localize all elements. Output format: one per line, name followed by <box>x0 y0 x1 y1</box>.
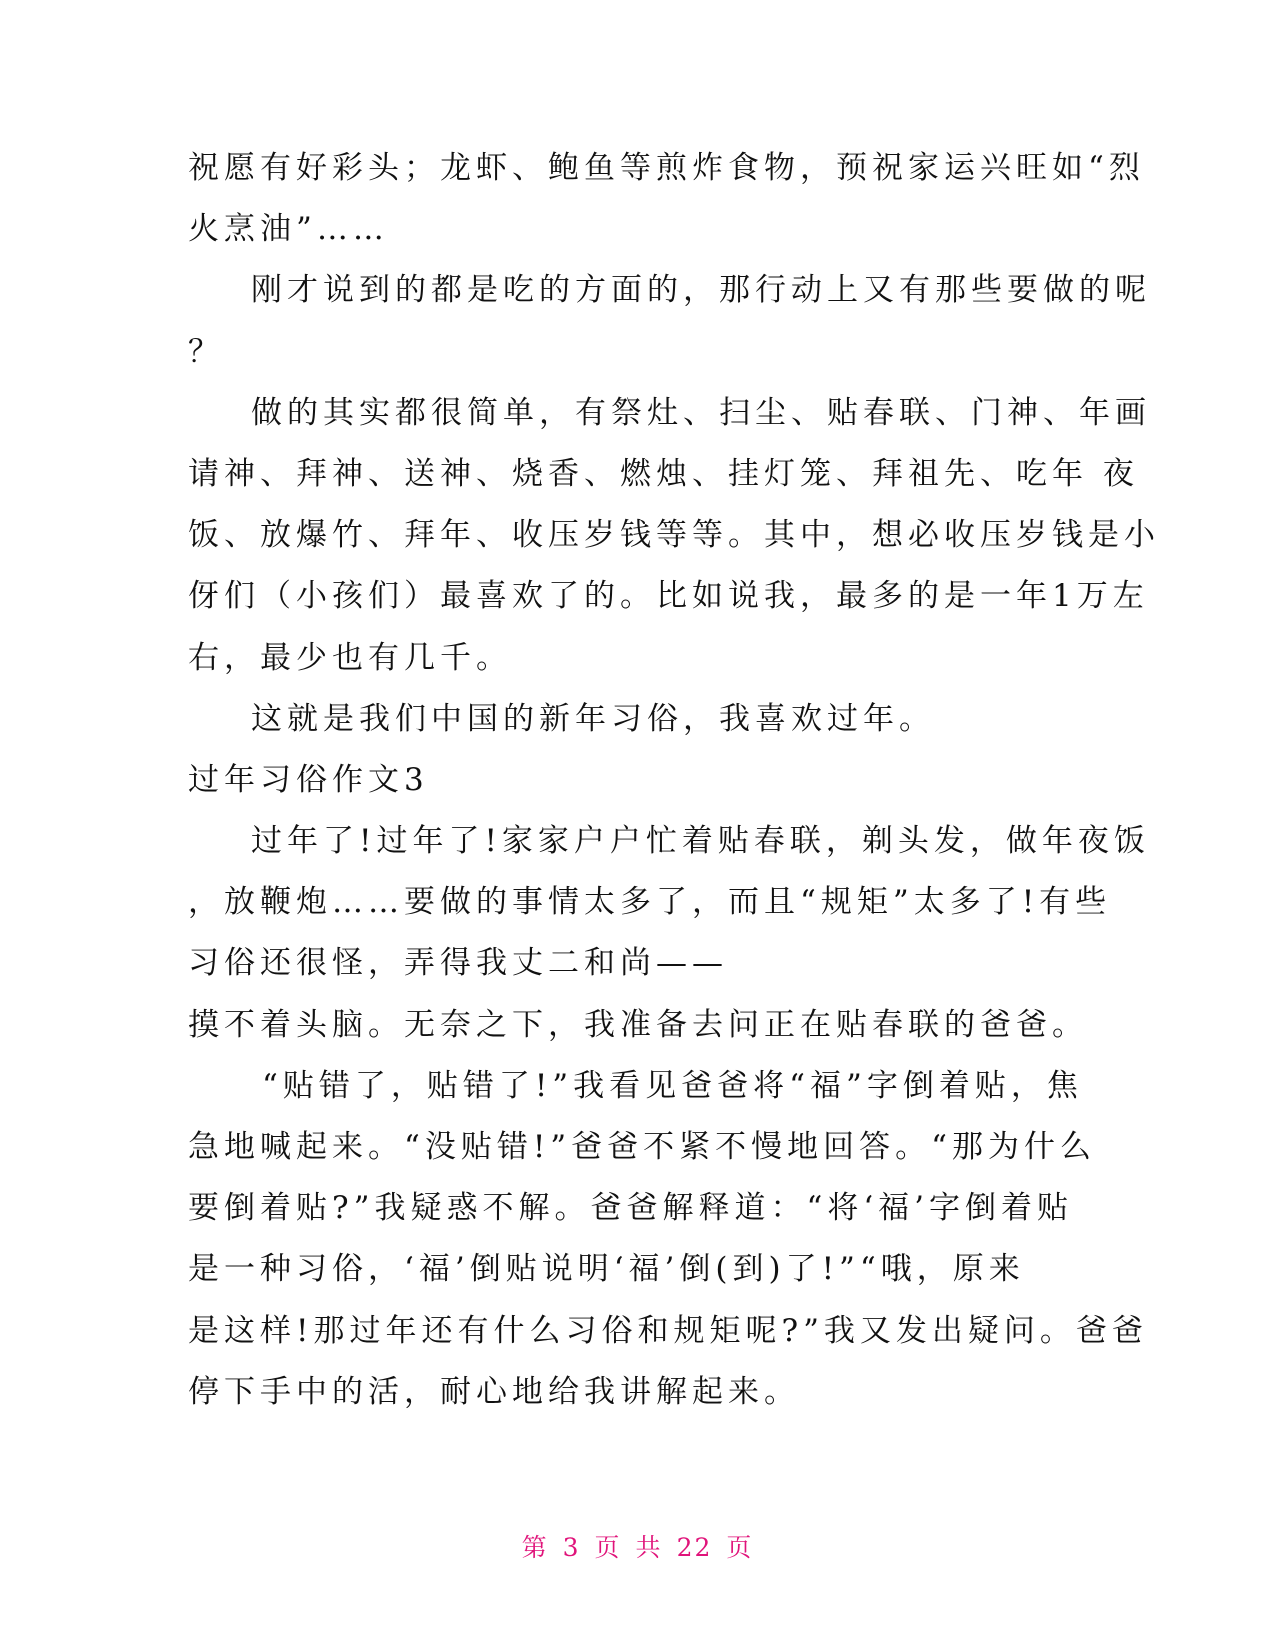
text-line: ，放鞭炮……要做的事情太多了，而且“规矩”太多了!有些 <box>188 884 1112 920</box>
text-line: 刚才说到的都是吃的方面的，那行动上又有那些要做的呢 <box>251 272 1151 308</box>
text-line: 火烹油”…… <box>188 211 389 247</box>
total-pages-number: 22 <box>676 1533 713 1562</box>
text-line: 祝愿有好彩头；龙虾、鲍鱼等煎炸食物，预祝家运兴旺如“烈 <box>188 150 1145 186</box>
text-line: 请神、拜神、送神、烧香、燃烛、挂灯笼、拜祖先、吃年 夜 <box>188 456 1139 492</box>
text-line: 做的其实都很简单，有祭灶、扫尘、贴春联、门神、年画 <box>251 395 1151 431</box>
text-line: 是一种习俗，‘福’倒贴说明‘福’倒(到)了!”“哦，原来 <box>188 1251 1025 1287</box>
text-line: 急地喊起来。“没贴错!”爸爸不紧不慢地回答。“那为什么 <box>188 1129 1096 1165</box>
text-line: 习俗还很怪，弄得我丈二和尚—— <box>188 945 728 981</box>
footer-page-word: 页 <box>594 1533 622 1562</box>
text-line: 停下手中的活，耐心地给我讲解起来。 <box>188 1374 800 1410</box>
text-line: 过年了!过年了!家家户户忙着贴春联，剃头发，做年夜饭 <box>251 823 1150 859</box>
footer-suffix: 页 <box>726 1533 754 1562</box>
text-line: “贴错了，贴错了!”我看见爸爸将“福”字倒着贴，焦 <box>262 1068 1083 1104</box>
text-line: 这就是我们中国的新年习俗，我喜欢过年。 <box>251 701 935 737</box>
current-page-number: 3 <box>562 1533 581 1562</box>
footer-prefix: 第 <box>521 1533 549 1562</box>
page-footer <box>0 1532 1275 1564</box>
text-line: 饭、放爆竹、拜年、收压岁钱等等。其中，想必收压岁钱是小 <box>188 517 1160 553</box>
text-line: 伢们（小孩们）最喜欢了的。比如说我，最多的是一年1万左 <box>188 578 1149 614</box>
text-line: 是这样!那过年还有什么习俗和规矩呢?”我又发出疑问。爸爸 <box>188 1313 1148 1349</box>
text-line: 要倒着贴?”我疑惑不解。爸爸解释道：“将‘福’字倒着贴 <box>188 1190 1074 1226</box>
section-heading: 过年习俗作文3 <box>188 762 429 798</box>
text-line: 摸不着头脑。无奈之下，我准备去问正在贴春联的爸爸。 <box>188 1007 1088 1043</box>
text-line: 右，最少也有几千。 <box>188 640 512 676</box>
footer-total-word: 共 <box>635 1533 663 1562</box>
text-line: ？ <box>188 334 224 370</box>
